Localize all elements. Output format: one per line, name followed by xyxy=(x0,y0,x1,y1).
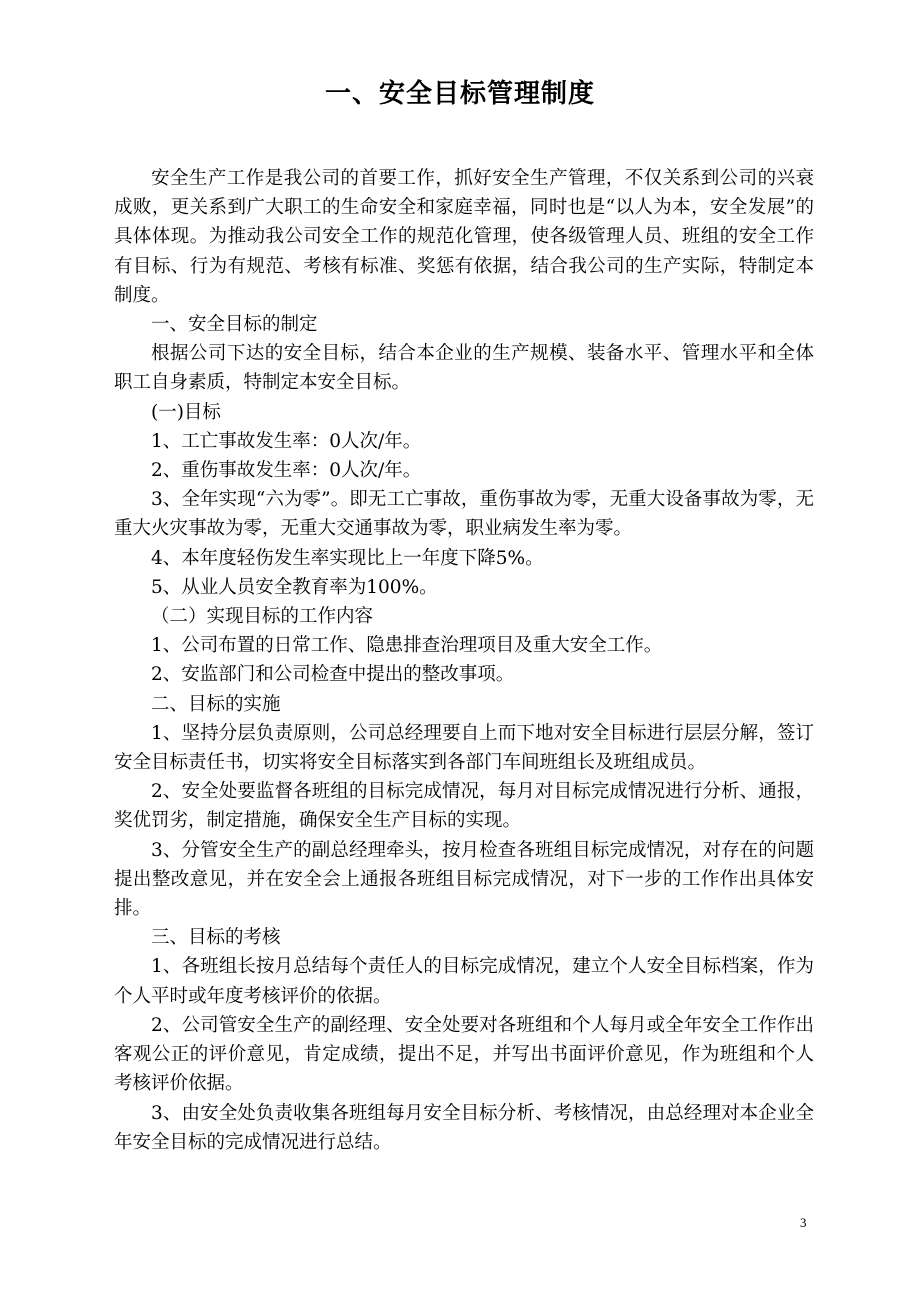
subsection-heading: （二）实现目标的工作内容 xyxy=(151,606,374,628)
list-item: 2、公司管安全生产的副经理、安全处要对各班组和个人每月或全年安全工作作出客观公正的评价意见，肯定成绩，提出不足，并写出书面评价意见，作为班组和个人考核评价依据。 xyxy=(114,1014,814,1095)
section-heading: 三、目标的考核 xyxy=(151,927,281,949)
document-body xyxy=(114,164,814,1157)
list-item: 5、从业人员安全教育率为100%。 xyxy=(151,576,438,598)
list-item: 1、公司布置的日常工作、隐患排查治理项目及重大安全工作。 xyxy=(151,635,663,657)
section-heading: 二、目标的实施 xyxy=(151,693,281,715)
list-item: 2、安全处要监督各班组的目标完成情况，每月对目标完成情况进行分析、通报，奖优罚劣，制定措施，确保安全生产目标的实现。 xyxy=(114,781,814,832)
subsection-heading: (一)目标 xyxy=(151,401,221,423)
list-item: 1、各班组长按月总结每个责任人的目标完成情况，建立个人安全目标档案，作为个人平时或年度考核评价的依据。 xyxy=(114,956,814,1007)
list-item: 1、坚持分层负责原则，公司总经理要自上而下地对安全目标进行层层分解，签订安全目标责任书，切实将安全目标落实到各部门车间班组长及班组成员。 xyxy=(114,722,814,774)
page-title: 一、安全目标管理制度 xyxy=(324,79,595,109)
list-item: 2、重伤事故发生率：0人次/年。 xyxy=(151,460,422,482)
list-item: 3、分管安全生产的副总经理牵头，按月检查各班组目标完成情况，对存在的问题提出整改意见，并在安全会上通报各班组目标完成情况，对下一步的工作作出具体安排。 xyxy=(114,839,814,920)
section-heading: 一、安全目标的制定 xyxy=(151,314,318,336)
list-item: 3、全年实现“六为零”。即无工亡事故，重伤事故为零，无重大设备事故为零，无重大火灾事故为零，无重大交通事故为零，职业病发生率为零。 xyxy=(114,489,814,540)
list-item: 1、工亡事故发生率：0人次/年。 xyxy=(151,430,422,452)
list-item: 3、由安全处负责收集各班组每月安全目标分析、考核情况，由总经理对本企业全年安全目标的完成情况进行总结。 xyxy=(114,1102,814,1153)
paragraph: 根据公司下达的安全目标，结合本企业的生产规模、装备水平、管理水平和全体职工自身素质，特制定本安全目标。 xyxy=(114,343,814,394)
list-item: 4、本年度轻伤发生率实现比上一年度下降5%。 xyxy=(151,547,544,569)
intro-paragraph: 安全生产工作是我公司的首要工作，抓好安全生产管理，不仅关系到公司的兴衰成败，更关系到广大职工的生命安全和家庭幸福，同时也是“以人为本，安全发展”的具体体现。为推动我公司安全工作的规范化管理，使各级管理人员、班组的安全工作有目标、行为有规范、考核有标准、奖惩有依据，结合我公司的生产实际，特制定本制度。 xyxy=(114,168,814,306)
list-item: 2、安监部门和公司检查中提出的整改事项。 xyxy=(151,664,515,686)
page-number: 3 xyxy=(800,1215,807,1230)
